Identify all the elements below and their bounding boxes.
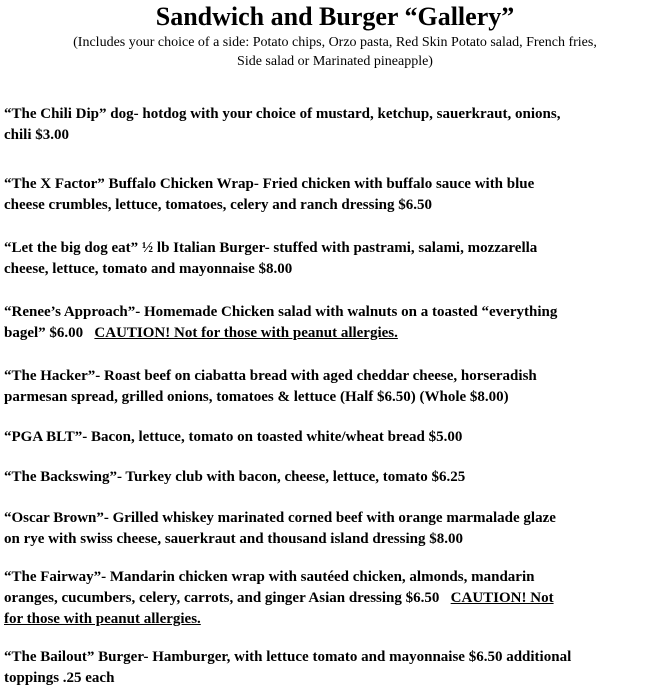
subtitle-line: (Includes your choice of a side: Potato chips, Orzo pasta, Red Skin Potato salad, French fries, [73, 35, 597, 50]
allergy-caution: CAUTION! Not [450, 590, 554, 606]
menu-item-text: oranges, cucumbers, celery, carrots, and ginger Asian dressing $6.50 [4, 590, 440, 606]
menu-item-text: “Oscar Brown”- Grilled whiskey marinated corned beef with orange marmalade glaze [4, 510, 556, 526]
menu-item-text: “Renee’s Approach”- Homemade Chicken salad with walnuts on a toasted “everything [4, 304, 558, 320]
subtitle-line: Side salad or Marinated pineapple) [237, 54, 433, 69]
menu-item-pga-blt [4, 427, 668, 448]
menu-item-the-fairway [4, 567, 668, 630]
menu-item-text: “The Fairway”- Mandarin chicken wrap with sautéed chicken, almonds, mandarin [4, 569, 535, 585]
menu-item-oscar-brown [4, 508, 668, 550]
menu-item-text: bagel” $6.00 [4, 325, 84, 341]
menu-item-text-row [4, 323, 668, 344]
menu-item-text: cheese crumbles, lettuce, tomatoes, celery and ranch dressing $6.50 [4, 197, 432, 213]
menu-item-text: chili $3.00 [4, 127, 70, 143]
allergy-caution: CAUTION! Not for those with peanut allergies. [94, 325, 398, 341]
menu-item-text: “The Backswing”- Turkey club with bacon, cheese, lettuce, tomato $6.25 [4, 469, 466, 485]
menu-item-the-bailout [4, 647, 668, 689]
menu-subtitle [0, 33, 670, 71]
menu-item-chili-dip [4, 104, 668, 146]
menu-item-text: “The Chili Dip” dog- hotdog with your choice of mustard, ketchup, sauerkraut, onions, [4, 106, 561, 122]
menu-item-big-dog [4, 238, 668, 280]
menu-item-text: “The Hacker”- Roast beef on ciabatta bread with aged cheddar cheese, horseradish [4, 368, 537, 384]
menu-title: Sandwich and Burger “Gallery” [155, 2, 515, 31]
menu-item-text: “The X Factor” Buffalo Chicken Wrap- Fried chicken with buffalo sauce with blue [4, 176, 535, 192]
menu-item-text: “Let the big dog eat” ½ lb Italian Burger- stuffed with pastrami, salami, mozzarella [4, 240, 538, 256]
menu-item-the-backswing [4, 467, 668, 488]
menu-item-renees-approach [4, 302, 668, 344]
menu-item-text: parmesan spread, grilled onions, tomatoes & lettuce (Half $6.50) (Whole $8.00) [4, 389, 509, 405]
menu-item-text-row [4, 588, 668, 609]
menu-item-text: “The Bailout” Burger- Hamburger, with lettuce tomato and mayonnaise $6.50 additional [4, 649, 572, 665]
menu-item-the-hacker [4, 366, 668, 408]
menu-item-text: “PGA BLT”- Bacon, lettuce, tomato on toasted white/wheat bread $5.00 [4, 429, 463, 445]
menu-item-text: on rye with swiss cheese, sauerkraut and thousand island dressing $8.00 [4, 531, 463, 547]
allergy-caution: for those with peanut allergies. [4, 611, 201, 627]
menu-item-text: cheese, lettuce, tomato and mayonnaise $8.00 [4, 261, 293, 277]
menu-item-x-factor [4, 174, 668, 216]
menu-item-text: toppings .25 each [4, 670, 115, 686]
